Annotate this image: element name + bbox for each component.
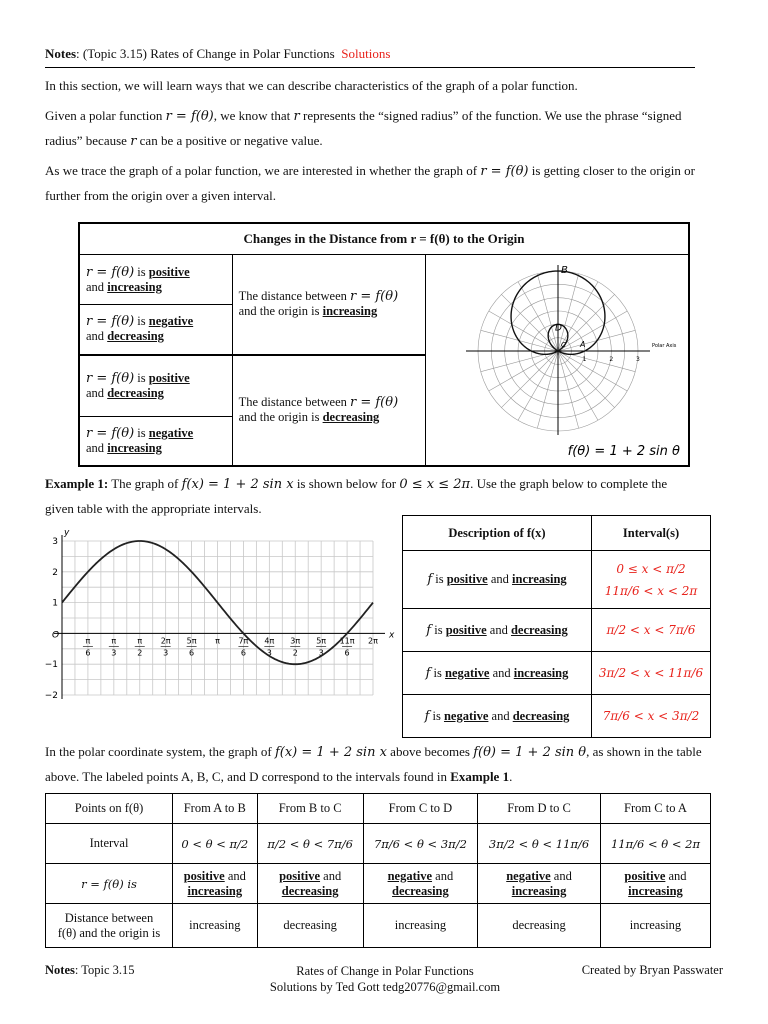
- interval-table: [402, 515, 711, 738]
- interval-cell: π/2 < x < 7π/6: [592, 609, 711, 652]
- keyword: decreasing: [392, 883, 449, 898]
- interval-cell: 7π/6 < θ < 3π/2: [363, 824, 477, 864]
- example-label: Example 1:: [45, 476, 109, 491]
- interval-cell: 3π/2 < θ < 11π/6: [478, 824, 601, 864]
- sign-cell: [600, 864, 710, 904]
- description-cell: [403, 652, 592, 695]
- math-expr: f(x) = 1 + 2 sin x: [274, 745, 387, 760]
- x-tick-num: 11π: [339, 636, 355, 646]
- text: and: [86, 329, 105, 344]
- text: and: [227, 868, 246, 883]
- interval-cell: 0 < θ < π/2: [173, 824, 258, 864]
- text: , as shown in the table above. The labeled points A, B, C, and D correspond to the intervals found in: [45, 744, 702, 784]
- text: Notes: [45, 963, 75, 977]
- polar-caption: f(θ) = 1 + 2 sin θ: [567, 444, 680, 459]
- text: Solutions by Ted Gott tedg20776@gmail.com: [269, 980, 501, 994]
- polar-grid-ray: [518, 351, 558, 420]
- text: As we trace the graph of a polar function, we are interested in whether the graph of: [45, 163, 478, 178]
- keyword: increasing: [107, 440, 162, 455]
- text: is: [137, 425, 146, 440]
- interval-cell: 3π/2 < x < 11π/6: [592, 652, 711, 695]
- row-label: [46, 904, 173, 948]
- bold-ref: Example 1: [450, 769, 510, 784]
- text: and: [491, 708, 510, 723]
- keyword: positive: [148, 264, 190, 279]
- keyword: negative: [443, 708, 489, 723]
- math-f: f: [424, 708, 430, 724]
- point-label-A: A: [579, 340, 586, 349]
- header-cell: From D to C: [478, 794, 601, 824]
- keyword: increasing: [511, 883, 567, 898]
- math-f: f: [426, 622, 432, 638]
- distance-cell: increasing: [363, 904, 477, 948]
- sign-cell: [478, 864, 601, 904]
- text: Given a polar function: [45, 108, 163, 123]
- solutions-label: Solutions: [341, 46, 391, 61]
- col-description: Description of f(x): [403, 516, 592, 551]
- text: In the polar coordinate system, the graph of: [45, 744, 272, 759]
- x-tick-den: 3: [163, 648, 169, 658]
- keyword: negative: [445, 665, 490, 680]
- polar-tick-label: 3: [635, 356, 640, 363]
- text: is: [137, 314, 146, 329]
- text: and the origin is: [238, 304, 320, 319]
- sign-cell: [257, 864, 363, 904]
- keyword: positive: [446, 572, 488, 586]
- keyword: decreasing: [510, 622, 568, 637]
- polar-grid-ray: [558, 351, 598, 420]
- text: Distance between: [64, 910, 154, 925]
- text: can be a positive or negative value.: [139, 133, 323, 148]
- x-tick-num: π: [137, 636, 143, 646]
- x-tick-num: π: [85, 636, 91, 646]
- text: and: [668, 868, 687, 883]
- text: Rates of Change in Polar Functions: [296, 964, 474, 978]
- header-cell: From C to A: [600, 794, 710, 824]
- footer-center: [245, 963, 525, 995]
- text: is: [137, 264, 146, 279]
- text: f(θ) and the origin is: [57, 925, 161, 940]
- y-tick-label: 1: [52, 598, 58, 609]
- text: and: [490, 572, 509, 586]
- description-cell: [403, 609, 592, 652]
- distance-cell: decreasing: [478, 904, 601, 948]
- footer-left: [45, 963, 135, 978]
- keyword: positive: [183, 868, 225, 883]
- math-r: r: [293, 109, 300, 124]
- footer-right: Created by Bryan Passwater: [581, 963, 723, 977]
- x-tick-den: 6: [85, 648, 91, 658]
- polar-graph-cell: [425, 255, 689, 467]
- header-cell: From C to D: [363, 794, 477, 824]
- math-expr: f(θ) = 1 + 2 sin θ: [473, 745, 587, 760]
- keyword: decreasing: [512, 708, 570, 723]
- origin-label: O: [52, 630, 60, 641]
- polar-axis-label: Polar Axis: [651, 343, 677, 349]
- sign-cell: [363, 864, 477, 904]
- polar-grid-ray: [489, 351, 558, 391]
- x-tick-num: 2π: [160, 636, 171, 646]
- x-tick-num: π: [215, 636, 220, 646]
- text: is: [432, 708, 441, 723]
- example1-text: [45, 472, 695, 521]
- math-r: r: [130, 134, 137, 149]
- interval-cell: 11π/6 < θ < 2π: [600, 824, 710, 864]
- y-tick-label: 3: [52, 537, 58, 547]
- x-tick-num: 2π: [368, 636, 378, 646]
- notes-label: Notes: [45, 46, 77, 61]
- x-tick-den: 3: [318, 648, 324, 658]
- polar-grid-ray: [558, 351, 627, 391]
- x-tick-num: 3π: [290, 636, 301, 646]
- keyword: increasing: [322, 304, 378, 319]
- text: and: [489, 622, 508, 637]
- text: , we know that: [213, 108, 291, 123]
- polar-grid-ray: [501, 351, 558, 408]
- math-expr: r = f(θ): [165, 109, 214, 124]
- keyword: positive: [624, 868, 666, 883]
- math-expr: r = f(θ): [86, 425, 135, 441]
- distance-cell: decreasing: [257, 904, 363, 948]
- keyword: negative: [148, 425, 194, 440]
- interval-cell: [592, 551, 711, 609]
- keyword: positive: [279, 868, 321, 883]
- intro-p2: [45, 104, 695, 154]
- math-f: f: [427, 572, 433, 587]
- math-expr: r = f(θ): [350, 289, 399, 305]
- y-tick-label: −1: [44, 660, 58, 671]
- condition-cell: [79, 355, 232, 417]
- topic-title: : (Topic 3.15) Rates of Change in Polar Functions: [76, 46, 335, 61]
- point-label-C: C: [560, 341, 566, 349]
- distance-cell: increasing: [600, 904, 710, 948]
- y-tick-label: 2: [52, 567, 58, 578]
- interval-cell: π/2 < θ < 7π/6: [257, 824, 363, 864]
- keyword: decreasing: [107, 329, 164, 344]
- text: and: [435, 868, 454, 883]
- x-tick-den: 2: [292, 648, 298, 658]
- text: The distance between: [238, 289, 347, 304]
- x-tick-den: 3: [111, 648, 117, 658]
- keyword: positive: [148, 370, 190, 385]
- text: and: [86, 279, 105, 294]
- x-tick-den: 2: [137, 648, 143, 658]
- text: is: [435, 572, 444, 586]
- polar-summary-table: [45, 793, 711, 948]
- x-axis-label: x: [389, 630, 395, 641]
- text: The graph of: [111, 476, 179, 491]
- row-label: r = f(θ) is: [46, 864, 173, 904]
- text: is shown below for: [296, 476, 397, 491]
- interval-cell: 7π/6 < x < 3π/2: [592, 695, 711, 738]
- page-header: [45, 46, 695, 68]
- y-axis-label: y: [64, 528, 70, 538]
- math-f: f: [425, 665, 431, 681]
- text: represents the “signed radius” of the function. We use the phrase “signed radius” because: [45, 108, 682, 148]
- text: and: [553, 868, 572, 883]
- condition-cell: [79, 255, 232, 305]
- keyword: negative: [387, 868, 433, 883]
- x-tick-den: 6: [189, 648, 195, 658]
- distance-cell: increasing: [173, 904, 258, 948]
- header-cell: From B to C: [257, 794, 363, 824]
- intro-p3: [45, 159, 695, 208]
- x-tick-den: 3: [266, 648, 272, 658]
- keyword: increasing: [107, 279, 162, 294]
- text: and: [323, 868, 342, 883]
- header-cell: Points on f(θ): [46, 794, 173, 824]
- text: The distance between: [238, 395, 347, 410]
- keyword: increasing: [628, 883, 683, 898]
- polar-paragraph: [45, 740, 705, 789]
- polar-tick-label: 2: [609, 356, 614, 363]
- point-label-D: D: [554, 323, 562, 334]
- math-expr: r = f(θ): [480, 164, 529, 179]
- x-tick-den: 6: [240, 648, 246, 658]
- keyword: negative: [148, 314, 194, 329]
- text: is: [434, 622, 443, 637]
- keyword: decreasing: [107, 385, 164, 400]
- sine-chart: [40, 527, 395, 707]
- keyword: decreasing: [322, 410, 380, 425]
- text: is: [137, 370, 146, 385]
- point-label-B: B: [560, 265, 568, 276]
- text: is getting closer to the origin or further from the origin over a given interval.: [45, 163, 695, 203]
- effect-cell: [232, 255, 425, 355]
- condition-cell: [79, 416, 232, 466]
- math-expr: 0 ≤ x ≤ 2π: [399, 477, 471, 492]
- row-label: Interval: [46, 824, 173, 864]
- x-tick-num: π: [111, 636, 117, 646]
- text: .: [509, 769, 513, 784]
- effect-cell: [232, 355, 425, 467]
- x-tick-den: 6: [344, 648, 350, 658]
- text: and: [86, 440, 105, 455]
- keyword: increasing: [513, 665, 569, 680]
- math-expr: r = f(θ): [350, 395, 399, 411]
- interval-value: 0 ≤ x < π/2: [616, 561, 686, 576]
- condition-cell: [79, 305, 232, 355]
- x-tick-num: 5π: [186, 636, 197, 646]
- math-expr: r = f(θ): [86, 370, 135, 386]
- polar-graph: [426, 255, 688, 461]
- keyword: decreasing: [281, 883, 339, 898]
- math-expr: r = f(θ): [86, 314, 135, 330]
- interval-value: 11π/6 < x < 2π: [604, 583, 698, 598]
- keyword: negative: [506, 868, 551, 883]
- intro-p1: In this section, we will learn ways that we can describe characteristics of the graph of a polar function.: [45, 78, 578, 93]
- keyword: increasing: [187, 883, 243, 898]
- polar-tick-label: 1: [582, 356, 587, 363]
- text: is: [433, 665, 442, 680]
- distance-table: [78, 222, 690, 467]
- distance-table-title: Changes in the Distance from r = f(θ) to the Origin: [79, 223, 689, 255]
- x-tick-num: 5π: [316, 636, 327, 646]
- description-cell: [403, 695, 592, 738]
- description-cell: [403, 551, 592, 609]
- header-cell: From A to B: [173, 794, 258, 824]
- sign-cell: [173, 864, 258, 904]
- text: and: [492, 665, 511, 680]
- text: and: [86, 385, 105, 400]
- y-tick-label: −2: [44, 691, 58, 701]
- text: : Topic 3.15: [74, 963, 135, 977]
- keyword: increasing: [512, 572, 567, 586]
- text: and the origin is: [238, 410, 320, 425]
- col-intervals: Interval(s): [592, 516, 711, 551]
- polar-grid-ray: [518, 282, 558, 351]
- x-tick-num: 4π: [264, 636, 275, 646]
- keyword: positive: [445, 622, 487, 637]
- math-expr: r = f(θ): [86, 264, 135, 280]
- text: above becomes: [390, 744, 470, 759]
- math-expr: f(x) = 1 + 2 sin x: [181, 477, 294, 492]
- text: . Use the graph below to complete the given table with the appropriate intervals.: [45, 476, 668, 516]
- x-tick-num: 7π: [238, 636, 249, 646]
